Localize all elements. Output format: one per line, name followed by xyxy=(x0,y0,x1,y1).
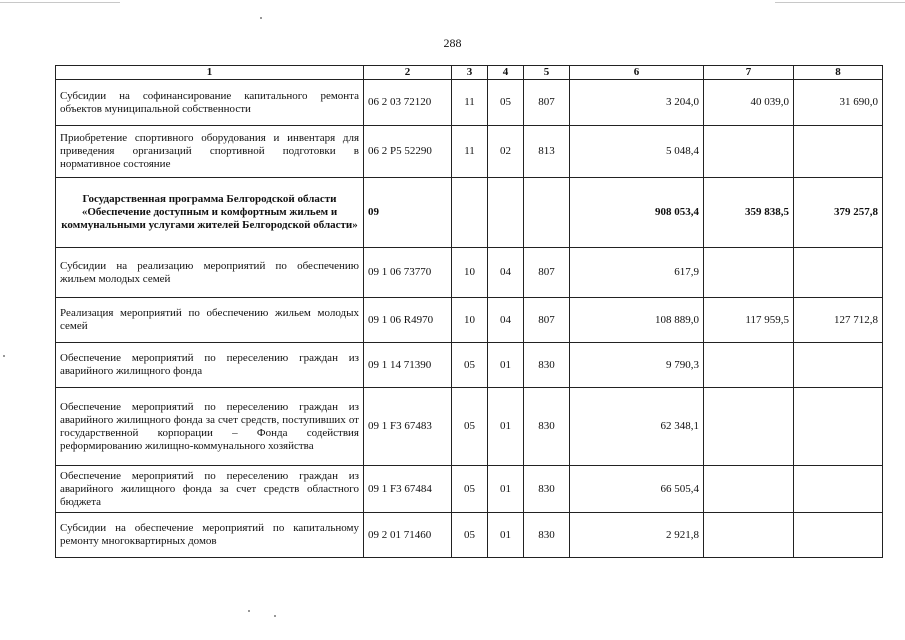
subsection-code: 01 xyxy=(488,513,524,558)
budget-table xyxy=(55,65,883,558)
amount-col-6: 9 790,3 xyxy=(570,343,704,388)
column-header: 3 xyxy=(452,66,488,80)
expense-description: Обеспечение мероприятий по переселению граждан из аварийного жилищного фонда xyxy=(56,343,364,388)
expense-type-code: 807 xyxy=(524,248,570,298)
scan-speck xyxy=(248,610,250,612)
amount-col-6: 66 505,4 xyxy=(570,466,704,513)
amount-col-6: 62 348,1 xyxy=(570,388,704,466)
column-header: 4 xyxy=(488,66,524,80)
scan-edge-line xyxy=(775,2,905,3)
section-code: 11 xyxy=(452,80,488,126)
column-header: 5 xyxy=(524,66,570,80)
section-code: 11 xyxy=(452,126,488,178)
classification-code: 09 2 01 71460 xyxy=(364,513,452,558)
expense-type-code: 807 xyxy=(524,298,570,343)
amount-col-7 xyxy=(704,513,794,558)
column-header: 1 xyxy=(56,66,364,80)
amount-col-6: 617,9 xyxy=(570,248,704,298)
expense-description: Реализация мероприятий по обеспечению жильем молодых семей xyxy=(56,298,364,343)
table-row xyxy=(56,466,883,513)
section-code: 10 xyxy=(452,248,488,298)
classification-code: 06 2 P5 52290 xyxy=(364,126,452,178)
expense-type-code: 830 xyxy=(524,388,570,466)
section-code: 05 xyxy=(452,466,488,513)
amount-col-6: 3 204,0 xyxy=(570,80,704,126)
subsection-code: 05 xyxy=(488,80,524,126)
table-row xyxy=(56,343,883,388)
table-row xyxy=(56,80,883,126)
section-code: 05 xyxy=(452,343,488,388)
subsection-code: 04 xyxy=(488,298,524,343)
table-row xyxy=(56,248,883,298)
amount-col-8: 379 257,8 xyxy=(794,178,883,248)
subsection-code xyxy=(488,178,524,248)
table-row xyxy=(56,298,883,343)
expense-type-code: 813 xyxy=(524,126,570,178)
expense-description: Субсидии на обеспечение мероприятий по капитальному ремонту многоквартирных домов xyxy=(56,513,364,558)
section-code: 10 xyxy=(452,298,488,343)
classification-code: 09 1 F3 67484 xyxy=(364,466,452,513)
column-header: 7 xyxy=(704,66,794,80)
amount-col-6: 2 921,8 xyxy=(570,513,704,558)
expense-description: Обеспечение мероприятий по переселению граждан из аварийного жилищного фонда за счет средств, поступивших от государственной корпорации – Фонда содействия реформированию жилищно-коммунального хозяйства xyxy=(56,388,364,466)
scan-speck xyxy=(260,17,262,19)
scan-speck xyxy=(274,615,276,617)
subsection-code: 01 xyxy=(488,466,524,513)
expense-type-code xyxy=(524,178,570,248)
section-code xyxy=(452,178,488,248)
amount-col-8 xyxy=(794,466,883,513)
amount-col-8 xyxy=(794,248,883,298)
page-number: 288 xyxy=(443,36,462,50)
expense-type-code: 807 xyxy=(524,80,570,126)
program-title: Государственная программа Белгородской области «Обеспечение доступным и комфортным жильем и коммунальными услугами жителей Белгородской области» xyxy=(56,178,364,248)
scan-edge-line xyxy=(0,2,120,3)
section-code: 05 xyxy=(452,388,488,466)
table-header-row xyxy=(56,66,883,80)
subsection-code: 01 xyxy=(488,343,524,388)
classification-code: 09 1 06 R4970 xyxy=(364,298,452,343)
expense-description: Субсидии на софинансирование капитального ремонта объектов муниципальной собственности xyxy=(56,80,364,126)
amount-col-6: 5 048,4 xyxy=(570,126,704,178)
subsection-code: 01 xyxy=(488,388,524,466)
expense-type-code: 830 xyxy=(524,343,570,388)
expense-type-code: 830 xyxy=(524,466,570,513)
classification-code: 09 1 F3 67483 xyxy=(364,388,452,466)
column-header: 8 xyxy=(794,66,883,80)
amount-col-7: 117 959,5 xyxy=(704,298,794,343)
classification-code: 06 2 03 72120 xyxy=(364,80,452,126)
column-header: 2 xyxy=(364,66,452,80)
table-row xyxy=(56,388,883,466)
expense-description: Субсидии на реализацию мероприятий по обеспечению жильем молодых семей xyxy=(56,248,364,298)
amount-col-7: 40 039,0 xyxy=(704,80,794,126)
classification-code: 09 1 06 73770 xyxy=(364,248,452,298)
amount-col-7 xyxy=(704,248,794,298)
table-row xyxy=(56,126,883,178)
amount-col-8 xyxy=(794,513,883,558)
amount-col-6: 908 053,4 xyxy=(570,178,704,248)
amount-col-8 xyxy=(794,126,883,178)
amount-col-7 xyxy=(704,466,794,513)
section-code: 05 xyxy=(452,513,488,558)
amount-col-6: 108 889,0 xyxy=(570,298,704,343)
table-row xyxy=(56,513,883,558)
classification-code: 09 1 14 71390 xyxy=(364,343,452,388)
classification-code: 09 xyxy=(364,178,452,248)
amount-col-7 xyxy=(704,126,794,178)
subsection-code: 04 xyxy=(488,248,524,298)
expense-type-code: 830 xyxy=(524,513,570,558)
amount-col-8: 31 690,0 xyxy=(794,80,883,126)
amount-col-8: 127 712,8 xyxy=(794,298,883,343)
expense-description: Обеспечение мероприятий по переселению граждан из аварийного жилищного фонда за счет средств областного бюджета xyxy=(56,466,364,513)
amount-col-8 xyxy=(794,388,883,466)
subsection-code: 02 xyxy=(488,126,524,178)
program-row xyxy=(56,178,883,248)
expense-description: Приобретение спортивного оборудования и инвентаря для приведения организаций спортивной подготовки в нормативное состояние xyxy=(56,126,364,178)
amount-col-7: 359 838,5 xyxy=(704,178,794,248)
amount-col-7 xyxy=(704,388,794,466)
amount-col-8 xyxy=(794,343,883,388)
scan-speck xyxy=(3,355,5,357)
column-header: 6 xyxy=(570,66,704,80)
amount-col-7 xyxy=(704,343,794,388)
